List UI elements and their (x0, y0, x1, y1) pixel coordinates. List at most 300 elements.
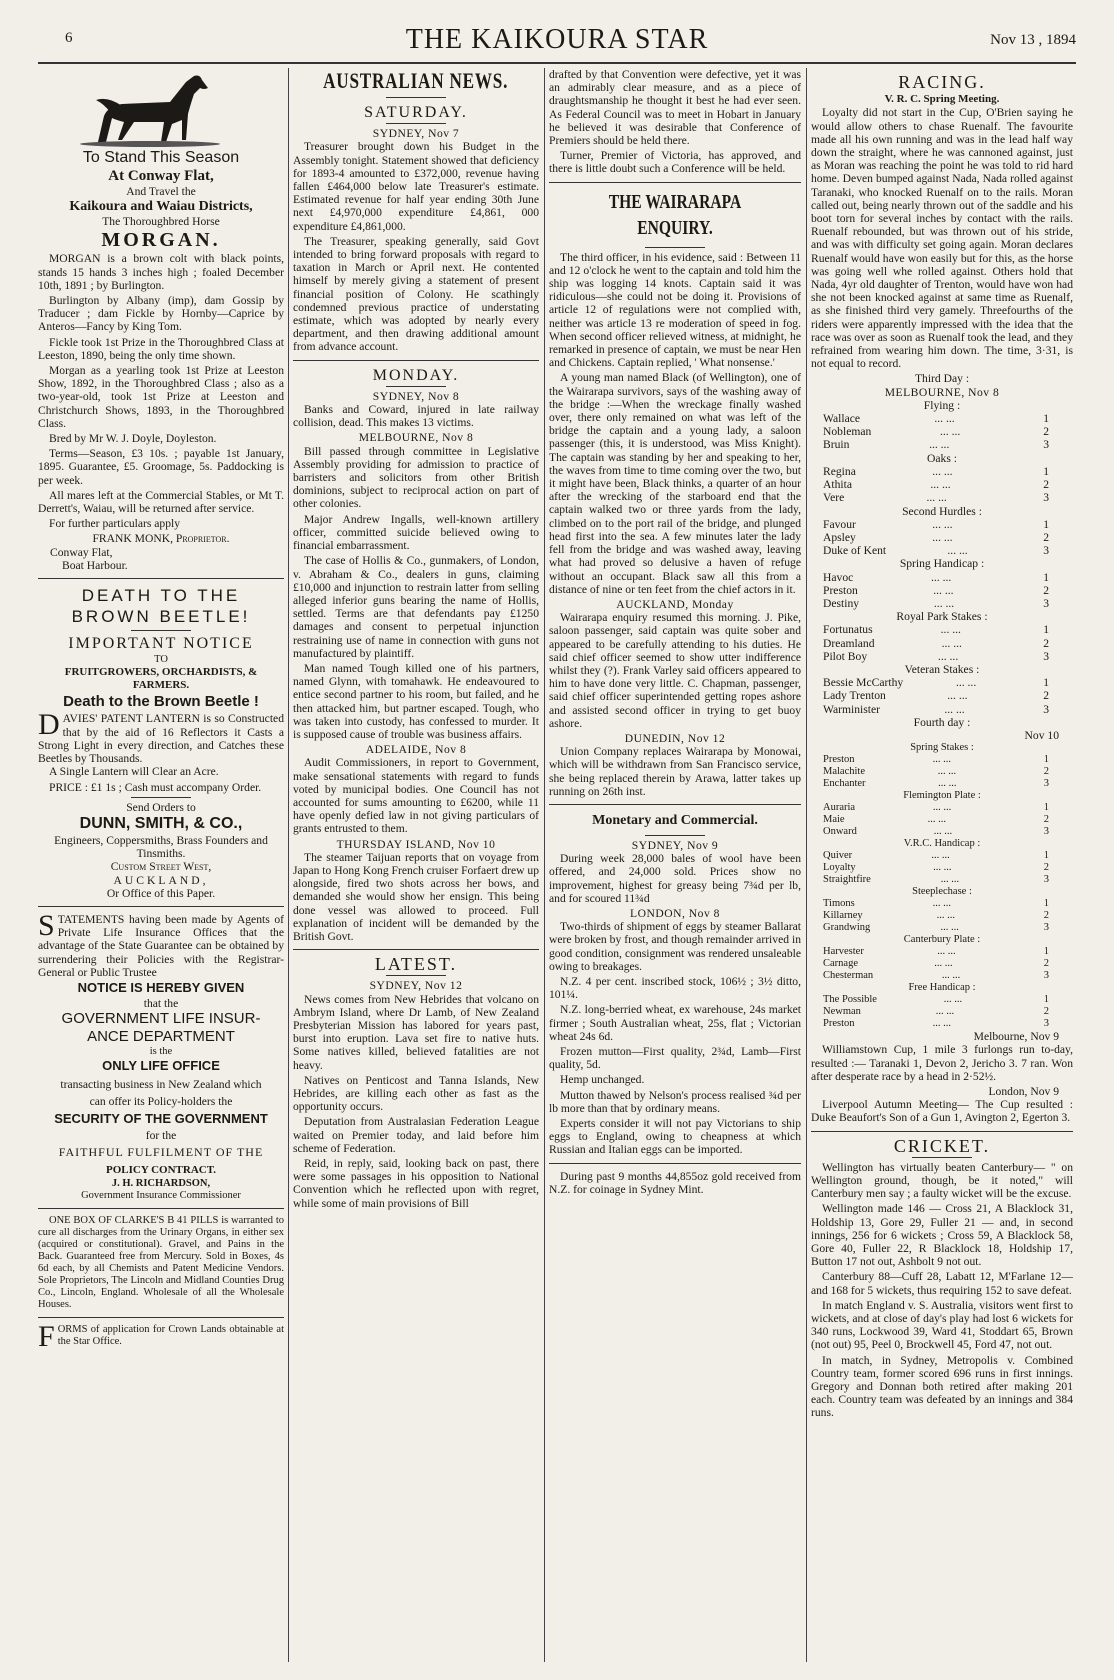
race-name: Flemington Plate : (903, 790, 981, 802)
issue-date: Nov 13 , 1894 (990, 32, 1076, 48)
leader-dots: ... ... (955, 676, 977, 690)
result-row (811, 1018, 1073, 1030)
news-paragraph: Wellington made 146 — Cross 21, A Blacklock 31, Holdship 13, Gore 29, Fuller 21 — and, in second innings, 256 for 6 wickets ; Cross 59, A Blacklock 58, Gore 40, Fuller 22, R Blacklock 18, Holdship 17, Button 17 not out, Ashbolt 9 not out. (811, 1202, 1073, 1269)
beetle-line: PRICE : £1 1s ; Cash must accompany Order. (49, 780, 262, 794)
news-paragraph: Frozen mutton—First quality, 2¾d, Lamb—First quality, 5d. (549, 1045, 801, 1072)
result-row (811, 766, 1073, 778)
horse-name: Carnage (823, 958, 858, 970)
leader-dots: ... ... (933, 596, 955, 610)
horse-name: Maie (823, 814, 845, 826)
place-number: 2 (1043, 910, 1049, 922)
column-rule (544, 68, 545, 1662)
drop-cap: F (38, 1319, 55, 1353)
leader-dots: ... ... (933, 583, 954, 597)
result-row (811, 518, 1073, 531)
horse-name: Fortunatus (823, 623, 873, 637)
result-row (811, 623, 1073, 636)
leader-dots: ... ... (932, 1018, 951, 1030)
news-paragraph: In match, in Sydney, Metropolis v. Combined Country team, former scored 696 runs in first innings. Gregory and Donnan both retired after making 201 each. Country team was defeated by an innings and 384 runs. (811, 1353, 1073, 1420)
news-paragraph: Wairarapa enquiry resumed this morning. J. Pike, saloon passenger, said captain was quite sober and appeared to be carefully attending to his duties. He said chief officer seemed to show utter indifference whilst they (?). Frank Varley said officers appeared to him to have done very little. C. Chapman, passenger, said chief officer superintended getting ropes ashore and assisted second officer in trying to get buoy ashore. (549, 611, 801, 730)
result-row (811, 958, 1073, 970)
news-paragraph: Union Company replaces Wairarapa by Monowai, which will be withdrawn from San Francisco service, she being replaced therein by Arawa, latter takes up running on 26th inst. (549, 745, 801, 798)
insurance-that: that the (143, 996, 179, 1010)
dateline: THURSDAY ISLAND, Nov 10 (336, 837, 496, 851)
morgan-heading-2: At Conway Flat, (108, 168, 214, 184)
divider (38, 1208, 284, 1209)
column-australian-news (293, 68, 539, 1662)
horse-name: Vere (823, 491, 845, 505)
column-rule (806, 68, 807, 1662)
leader-dots: ... ... (943, 994, 963, 1006)
clarke-advert: ONE BOX OF CLARKE'S B 41 PILLS is warranted to cure all discharges from the Urinary Organs, in either sex (acquired or constitutional). Gravel, and Pains in the Back. Guaranteed free from Mercury. Sold in Boxes, 4s 6d each, by all Chemists and Patent Medicine Vendors. Sole Proprietors, The Lincoln and Midland Counties Drug Co., Lincoln, England. Wholesale of all the Wholesale Houses. (38, 1214, 284, 1310)
news-paragraph: Major Andrew Ingalls, well-known artillery officer, committed suicide believed owing to financial embarrassment. (293, 512, 539, 553)
place-number: 1 (1043, 517, 1049, 531)
leader-dots: ... ... (932, 802, 952, 814)
race-name: Veteran Stakes : (904, 662, 980, 676)
divider (912, 1157, 972, 1158)
result-row (811, 802, 1073, 814)
leader-dots: ... ... (941, 970, 961, 982)
newspaper-title: THE KAIKOURA STAR (405, 24, 709, 55)
divider (549, 804, 801, 805)
place-number: 2 (1043, 958, 1049, 970)
leader-dots: ... ... (941, 636, 962, 650)
fourth-day-results (811, 742, 1073, 1030)
news-paragraph: drafted by that Convention were defective, yet it was an admirably clear measure, and as a piece of draughtsmanship he thought it best he had ever seen. As Federal Council was to meet in Hobart in January he believed it was desirable that Conference of Premiers should be held there. (549, 68, 801, 148)
news-paragraph: Wellington has virtually beaten Canterbury— " on Wellington ground, though, be it noted," will Canterbury men say ; a faulty wicket will be the excuse. (811, 1160, 1073, 1201)
news-paragraph: News comes from New Hebrides that volcano on Ambrym Island, where Dr Lamb, of New Zealand Presbyterian Mission has labored for years past, burst into eruption. Lava set fire to native huts. Some natives killed, believed fatalities are not heavy. (293, 992, 539, 1072)
dateline: SYDNEY, Nov 7 (372, 127, 460, 141)
place-number: 1 (1043, 802, 1049, 814)
news-paragraph: Natives on Penticost and Tanna Islands, New Hebrides, are killing each other as fast as the opportunity occurs. (293, 1073, 539, 1114)
insurance-only: ONLY LIFE OFFICE (102, 1058, 220, 1074)
horse-name: Onward (823, 826, 857, 838)
horse-name: Pilot Boy (823, 649, 868, 663)
race-name: Royal Park Stakes : (896, 610, 988, 624)
morgan-address-1: Conway Flat, (50, 545, 113, 559)
divider (386, 123, 446, 124)
place-number: 3 (1043, 438, 1049, 452)
dateline: SYDNEY, Nov 12 (369, 979, 463, 993)
horse-name: Destiny (823, 596, 860, 610)
divider (386, 386, 446, 387)
forms-advert: ORMS of application for Crown Lands obtainable at the Star Office. (57, 1323, 284, 1347)
place-number: 2 (1043, 478, 1049, 492)
leader-dots: ... ... (932, 517, 953, 531)
result-row (811, 637, 1073, 650)
place-number: 2 (1043, 689, 1049, 703)
result-row (811, 826, 1073, 838)
result-row (811, 814, 1073, 826)
race-name: Second Hurdles : (902, 504, 982, 518)
morgan-paragraph: Bred by Mr W. J. Doyle, Doyleston. (49, 432, 217, 446)
place-number: 3 (1043, 491, 1049, 505)
insurance-can-offer: can offer its Policy-holders the (89, 1095, 233, 1109)
horse-name: Grandwing (823, 922, 871, 934)
result-row (811, 922, 1073, 934)
news-paragraph: The steamer Taijuan reports that on voyage from Japan to Hong Kong French cruiser Forfaert drew up alongside, fired two shots across her bows, and demanded she would show her ensign. This being done vessel was allowed to proceed. Full explanation of incident will be demanded by the British Govt. (293, 850, 539, 943)
news-paragraph: During past 9 months 44,855oz gold received from N.Z. for coinage in Sydney Mint. (549, 1169, 801, 1196)
insurance-notice: NOTICE IS HEREBY GIVEN (77, 979, 245, 995)
place-number: 2 (1043, 766, 1049, 778)
result-row (811, 571, 1073, 584)
horse-name: Favour (823, 517, 856, 531)
place-number: 3 (1043, 874, 1049, 886)
result-row (811, 850, 1073, 862)
result-row (811, 910, 1073, 922)
place-number: 3 (1043, 1018, 1049, 1030)
news-paragraph: Reid, in reply, said, looking back on past, there were some passages in his opposition to National Convention which he reflected upon with regret, while some of main provisions of Bill (293, 1157, 539, 1210)
morgan-paragraph: MORGAN is a brown colt with black points, stands 15 hands 3 inches high ; foaled December 10th, 1891 ; by Burlington. (38, 252, 284, 292)
morgan-heading-3: And Travel the (126, 185, 196, 198)
horse-name: Regina (823, 464, 856, 478)
divider (645, 247, 705, 248)
place-number: 2 (1043, 1006, 1049, 1018)
divider (38, 578, 284, 579)
leader-dots: ... ... (934, 412, 955, 426)
divider (131, 630, 191, 631)
result-row (811, 778, 1073, 790)
leader-dots: ... ... (931, 850, 950, 862)
horse-name: Chesterman (823, 970, 874, 982)
fourth-day-date: Nov 10 (1024, 728, 1059, 742)
news-paragraph: Treasurer brought down his Budget in the Assembly tonight. Statement showed that deficiency for 1893-4 amounted to £372,000, revenue having fallen £464,000 below late Treasurer's estimate. Estimated revenue for half year ending 30th June next £4,970,000 expenditure £4,861, 000 expenditure £4,861,000. (293, 140, 539, 233)
column-advertisements (38, 68, 284, 1662)
leader-dots: ... ... (937, 766, 957, 778)
divider (811, 1131, 1073, 1132)
news-paragraph: N.Z. 4 per cent. inscribed stock, 106½ ; 3½ ditto, 101¼. (549, 974, 801, 1002)
horse-name: Bruin (823, 438, 850, 452)
result-row (811, 689, 1073, 702)
horse-name: Auraria (823, 802, 856, 814)
horse-name: Timons (823, 898, 855, 910)
horse-illustration (38, 68, 284, 148)
news-paragraph: Turner, Premier of Victoria, has approved, and there is little doubt such a Conference will be held. (549, 149, 801, 176)
horse-name: Straightfire (823, 874, 871, 886)
news-paragraph: N.Z. long-berried wheat, ex warehouse, 24s market firmer ; South Australian wheat, 25s, flat ; Victorian wheat 24s 6d. (549, 1003, 801, 1043)
news-paragraph: Banks and Coward, injured in late railway collision, dead. This makes 13 victims. (293, 403, 539, 430)
wairarapa-heading: THE WAIRARAPA ENQUIRY. (608, 190, 742, 239)
result-row (811, 412, 1073, 425)
news-paragraph: Liverpool Autumn Meeting— The Cup resulted : Duke Beaufort's Son of a Gun 1, Avington 2, Egerton 3. (811, 1098, 1073, 1125)
result-row (811, 425, 1073, 438)
leader-dots: ... ... (932, 464, 953, 478)
divider (386, 975, 446, 976)
monday-heading: MONDAY. (372, 366, 460, 384)
insurance-policy: POLICY CONTRACT. (105, 1163, 216, 1176)
leader-dots: ... ... (940, 425, 961, 439)
drop-cap: D (38, 708, 60, 742)
horse-name: Killarney (823, 910, 863, 922)
dateline: DUNEDIN, Nov 12 (624, 731, 726, 745)
result-row (811, 676, 1073, 689)
dateline: Melbourne, Nov 9 (973, 1030, 1059, 1044)
page-number: 6 (65, 30, 73, 46)
leader-dots: ... ... (933, 862, 952, 874)
horse-name: Enchanter (823, 778, 866, 790)
divider (131, 797, 191, 798)
result-row (811, 465, 1073, 478)
result-row (811, 874, 1073, 886)
news-paragraph: Mutton thawed by Nelson's process realised ¾d per lb more than that by ordinary means. (549, 1088, 801, 1115)
morgan-paragraph: For further particulars apply (49, 517, 181, 531)
place-number: 3 (1043, 702, 1049, 716)
beetle-body: AVIES' PATENT LANTERN is so Constructed that by the aid of 16 Reflectors it Casts a Strong Light in every direction, and Catches these Beetles by Thousands. (38, 712, 284, 766)
morgan-heading-4: Kaikoura and Waiau Districts, (69, 199, 253, 215)
morgan-name: MORGAN. (101, 229, 221, 252)
news-paragraph: The case of Hollis & Co., gunmakers, of London, v. Abraham & Co., dealers in guns, claiming £10,000 and injunction to restrain latter from selling alleged inferior guns bearing the name of Hollis, settled. Terms are that defendants pay £1250 damages and consent to perpetual injunction restraining use of name in connection with guns not manufactured by plaintiff. (293, 554, 539, 660)
leader-dots: ... ... (935, 1006, 955, 1018)
result-row (811, 438, 1073, 451)
leader-dots: ... ... (934, 958, 953, 970)
leader-dots: ... ... (940, 623, 961, 637)
column-rule (288, 68, 289, 1662)
horse-name: Nobleman (823, 425, 872, 439)
horse-name: Preston (823, 583, 858, 597)
racing-heading: RACING. (898, 72, 986, 92)
column-racing-cricket (811, 68, 1073, 1662)
result-row (811, 703, 1073, 716)
news-paragraph: During week 28,000 bales of wool have been offered, and 24,000 sold. Prices show no improvement, highest for greasy being 7¾d per lb, and for scoured 11¾d (549, 852, 801, 905)
news-paragraph: Bill passed through committee in Legislative Assembly providing for admission to practice of barristers and solicitors from other British dominions, subject to reciprocal action on part of other colonies. (293, 444, 539, 511)
place-number: 1 (1043, 464, 1049, 478)
divider (645, 835, 705, 836)
beetle-office: Or Office of this Paper. (106, 886, 216, 900)
place-number: 1 (1043, 754, 1049, 766)
dateline: London, Nov 9 (988, 1084, 1059, 1098)
race-name: V.R.C. Handicap : (903, 838, 981, 850)
insurance-body: TATEMENTS having been made by Agents of Private Life Insurance Offices that the advantage of the State Guarantee can be obtained by surrendering their Policies with the Registrar-General or Public Trustee (38, 912, 284, 979)
insurance-for-the: for the (145, 1128, 177, 1142)
news-paragraph: Deputation from Australasian Federation League waited on Premier today, and laid before him scheme of Federation. (293, 1115, 539, 1155)
place-number: 3 (1043, 826, 1049, 838)
place-number: 2 (1043, 425, 1049, 439)
news-paragraph: Audit Commissioners, in report to Government, make sensational statements with regard to funds voted by municipal bodies. One Council has not accounted for sums amounting to £6200, while 11 have openly defied law in not giving particulars of grants entrusted to them. (293, 756, 539, 836)
drop-cap: S (38, 908, 55, 942)
place-number: 2 (1043, 862, 1049, 874)
racing-meeting: V. R. C. Spring Meeting. (884, 93, 1000, 106)
morgan-paragraph: Morgan as a yearling took 1st Prize at Leeston Show, 1892, in the Thoroughbred Class ; also as a two-year-old, took 1st Prize at Leeston and Christchurch Shows, 1893, in the Thoroughbred Class. (38, 364, 284, 430)
beetle-audience: FRUITGROWERS, ORCHARDISTS, & FARMERS. (64, 666, 258, 692)
result-row (811, 1006, 1073, 1018)
news-paragraph: In match England v. S. Australia, visitors went first to wickets, and at close of day's play had lost 6 wickets for 340 runs, Lockwood 39, Ward 41, Stoddart 65, Brown (not out) 95, Peel 0, Brockwell 45, Ford 47, not out. (811, 1298, 1073, 1352)
race-name: Spring Handicap : (899, 557, 985, 571)
masthead (0, 0, 1114, 62)
leader-dots: ... ... (926, 491, 947, 505)
leader-dots: ... ... (930, 570, 952, 584)
result-row (811, 650, 1073, 663)
beetle-notice: IMPORTANT NOTICE (68, 635, 254, 653)
result-row (811, 478, 1073, 491)
place-number: 3 (1043, 544, 1049, 558)
horse-name: Bessie McCarthy (823, 676, 904, 690)
leader-dots: ... ... (940, 922, 959, 934)
place-number: 1 (1043, 623, 1049, 637)
news-paragraph: Loyalty did not start in the Cup, O'Brien saying he would allow others to chase Ruenalf. The favourite made all his own running and was in the lead half way down the straight, where he was cannoned against, just as Moran was reaching the point he was told to rid hard home. Deven bumped against Nada, Nada rolled against Taranaki, who knocked Ruenalf on to the rails. Moran called out, being nearly thrown out of the saddle and his boot torn for several inches by contact with the rails. Ruenalf rebounded, but was thrown out of his stride, and was with difficulty set going again. Moran declares Ruenalf would have won easily but for this, as the horse was going well whe rolled against. Others hold that Nada, 4yr old daughter of Trenton, would have won had she not been knocked against at same time as Ruenalf, as she finished third very gamely. Threefourths of the riders were apparently impressed with the idea that the race was over as soon as Ruenalf took the lead, and they refrained from wearing him down. The time, 3·31, is not equal to record. (811, 106, 1073, 371)
beetle-line: A Single Lantern will Clear an Acre. (49, 765, 219, 779)
leader-dots: ... ... (944, 702, 965, 716)
place-number: 3 (1043, 596, 1049, 610)
morgan-heading-1: To Stand This Season (82, 149, 240, 166)
leader-dots: ... ... (937, 946, 956, 958)
masthead-rule (38, 62, 1076, 64)
result-row (811, 994, 1073, 1006)
divider (549, 1163, 801, 1164)
horse-name: Havoc (823, 570, 854, 584)
race-name: Spring Stakes : (910, 742, 974, 754)
dateline: SYDNEY, Nov 9 (631, 838, 719, 852)
horse-name: Preston (823, 754, 855, 766)
place-number: 1 (1043, 412, 1049, 426)
horse-name: Duke of Kent (823, 544, 887, 558)
news-paragraph: Man named Tough killed one of his partners, named Glynn, with tomahawk. He endeavoured to entice second partner to his room, but failed, and he then attacked him, but partner escaped. Tough, who was taken into custody, has confessed to murder. It is supposed cause of trouble was business affairs. (293, 661, 539, 741)
beetle-city: AUCKLAND, (113, 873, 209, 887)
leader-dots: ... ... (932, 530, 953, 544)
horse-name: Preston (823, 1018, 855, 1030)
horse-name: Athita (823, 478, 852, 492)
commissioner-name: J. H. RICHARDSON, (111, 1177, 211, 1189)
dateline: AUCKLAND, Monday (616, 597, 734, 611)
horse-name: Warminister (823, 702, 881, 716)
result-row (811, 946, 1073, 958)
morgan-paragraph: All mares left at the Commercial Stables, or Mt T. Derrett's, Waiau, will be returned after service. (38, 488, 284, 516)
leader-dots: ... ... (947, 689, 968, 703)
race-name: Steeplechase : (912, 886, 972, 898)
beetle-title: DEATH TO THE BROWN BEETLE! (71, 586, 251, 627)
column-wairarapa-commercial (549, 68, 801, 1662)
place-number: 3 (1043, 649, 1049, 663)
morgan-paragraph: Burlington by Albany (imp), dam Gossip by Traducer ; dam Fickle by Hornby—Caprice by Anteros—Fancy by King Tom. (38, 294, 284, 334)
commissioner-title: Government Insurance Commissioner (81, 1189, 241, 1201)
news-paragraph: Two-thirds of shipment of eggs by steamer Ballarat were broken by frost, and though remainder arrived in good condition, consignment was rendered unsaleable owing to breakages. (549, 920, 801, 973)
place-number: 2 (1043, 530, 1049, 544)
leader-dots: ... ... (930, 478, 951, 492)
place-number: 1 (1043, 676, 1049, 690)
leader-dots: ... ... (940, 874, 960, 886)
news-paragraph: Hemp unchanged. (560, 1073, 645, 1087)
divider (386, 97, 446, 98)
result-row (811, 584, 1073, 597)
leader-dots: ... ... (938, 778, 957, 790)
beetle-to: TO (154, 654, 168, 666)
beetle-firm-desc: Engineers, Coppersmiths, Brass Founders and Tinsmiths. (54, 833, 268, 861)
place-number: 1 (1043, 898, 1049, 910)
dateline: SYDNEY, Nov 8 (372, 389, 460, 403)
result-row (811, 970, 1073, 982)
place-number: 3 (1043, 778, 1049, 790)
morgan-paragraph: Fickle took 1st Prize in the Thoroughbred Class at Leeston, 1890, being the only time shown. (38, 335, 284, 362)
leader-dots: ... ... (932, 898, 952, 910)
morgan-proprietor: FRANK MONK, Proprietor. (92, 532, 230, 546)
beetle-subtitle: Death to the Brown Beetle ! (63, 693, 259, 711)
insurance-transacting: transacting business in New Zealand which (60, 1078, 262, 1092)
place-number: 3 (1043, 970, 1049, 982)
race-name: Oaks : (927, 451, 957, 465)
beetle-street: Custom Street West, (110, 860, 212, 874)
horse-name: Dreamland (823, 636, 875, 650)
race-name: Free Handicap : (908, 982, 976, 994)
horse-name: Malachite (823, 766, 865, 778)
leader-dots: ... ... (927, 814, 946, 826)
divider (38, 1317, 284, 1318)
horse-name: Apsley (823, 530, 856, 544)
race-name: Canterbury Plate : (903, 934, 981, 946)
leader-dots: ... ... (947, 544, 968, 558)
place-number: 3 (1043, 922, 1049, 934)
dateline: MELBOURNE, Nov 8 (358, 431, 474, 445)
dateline: ADELAIDE, Nov 8 (365, 743, 467, 757)
horse-name: Wallace (823, 412, 861, 426)
horse-name: Newman (823, 1006, 861, 1018)
place-number: 2 (1043, 583, 1049, 597)
third-day-label: Third Day : (914, 372, 970, 386)
dateline: MELBOURNE, Nov 8 (884, 385, 1000, 399)
monetary-heading: Monetary and Commercial. (592, 812, 758, 828)
cricket-heading: CRICKET. (893, 1135, 991, 1156)
fourth-day-label: Fourth day : (913, 715, 971, 729)
leader-dots: ... ... (929, 438, 950, 452)
race-name: Flying : (923, 398, 961, 412)
result-row (811, 491, 1073, 504)
place-number: 1 (1043, 570, 1049, 584)
horse-name: Lady Trenton (823, 689, 886, 703)
news-paragraph: Canterbury 88—Cuff 28, Labatt 12, M'Farlane 12—and 168 for 5 wickets, thus requiring 152 to save defeat. (811, 1270, 1073, 1297)
saturday-heading: SATURDAY. (364, 104, 468, 121)
insurance-security: SECURITY OF THE GOVERNMENT (54, 1110, 268, 1126)
horse-name: Harvester (823, 946, 864, 958)
latest-heading: LATEST. (374, 954, 458, 975)
insurance-faithful: FAITHFUL FULFILMENT OF THE (58, 1144, 264, 1159)
divider (293, 360, 539, 361)
beetle-send: Send Orders to (126, 800, 196, 814)
leader-dots: ... ... (937, 649, 959, 663)
divider (549, 182, 801, 183)
news-paragraph: The third officer, in his evidence, said : Between 11 and 12 o'clock he went to the captain and told him the ship was logging 14 knots. Captain said it was ridiculous—she could not be doing it. Provisions of article 12 of regulations were not complied with, neither was article 13 re moderation of speed in fog. When second officer relieved witness, at midnight, he remarked in presence of captain, we must be near Hen and Chickens. Captain replied, ' What nonsense.' (549, 250, 801, 370)
news-paragraph: The Treasurer, speaking generally, said Govt intended to bring forward proposals with regard to taxation in March or April next. He contented himself by merely giving a statement of present financial position of Colony. He scathingly condemned previous practice of understating estimate, which was adopted by nearly every department, and then drawing additional amount from advance account. (293, 234, 539, 354)
insurance-dept-2: ANCE DEPARTMENT (87, 1028, 235, 1046)
result-row (811, 898, 1073, 910)
australian-news-heading: AUSTRALIAN NEWS. (323, 68, 509, 93)
result-row (811, 754, 1073, 766)
third-day-results (811, 399, 1073, 716)
leader-dots: ... ... (932, 754, 951, 766)
result-row (811, 597, 1073, 610)
place-number: 2 (1043, 636, 1049, 650)
morgan-heading-5: The Thoroughbred Horse (102, 215, 220, 229)
result-row (811, 862, 1073, 874)
news-paragraph: Experts consider it will not pay Victorians to ship eggs to England, owing to cheapness at which Russian and Italian eggs can be imported. (549, 1117, 801, 1157)
morgan-paragraph: Terms—Season, £3 10s. ; payable 1st January, 1895. Guarantee, £5. Groomage, 5s. Paddocking is per week. (38, 447, 284, 487)
divider (38, 906, 284, 907)
beetle-firm: DUNN, SMITH, & CO., (79, 814, 243, 832)
insurance-dept-1: GOVERNMENT LIFE INSUR- (61, 1010, 261, 1028)
leader-dots: ... ... (936, 910, 956, 922)
place-number: 1 (1043, 946, 1049, 958)
place-number: 1 (1043, 994, 1049, 1006)
news-paragraph: Williamstown Cup, 1 mile 3 furlongs run to-day, resulted :— Taranaki 1, Devon 2, Jericho 3. 7 ran. Won after desperate race by a head in 2·52½. (811, 1043, 1073, 1083)
divider (293, 949, 539, 950)
morgan-address-2: Boat Harbour. (62, 558, 128, 572)
place-number: 2 (1043, 814, 1049, 826)
horse-name: Loyalty (823, 862, 856, 874)
insurance-is-the: is the (149, 1046, 173, 1058)
place-number: 1 (1043, 850, 1049, 862)
news-paragraph: A young man named Black (of Wellington), one of the Wairarapa survivors, says of the washing away of the bridge :—When the wreckage finally washed over, there only remained on what was left of the bridge the captain and a young lady, a saloon passenger (this, it is understood, was Miss Knight). The captain was standing by her and speaking to her, the waves from time to time coming over the two, but it might have been, Black thinks, a quarter of an hour after the wrecking of the starboard end that the captain walked two or three yards from the lady, climbed on to the port rail of the bridge, and plunged head first into the sea. A few minutes later the lady fell from the bridge and was washed away, leaving what had proved so delusive a haven of refuge without an occupant. Black saw all this from a distance of nine or ten feet from the chief actors in it. (549, 371, 801, 596)
horse-name: The Possible (823, 994, 877, 1006)
result-row (811, 544, 1073, 557)
leader-dots: ... ... (933, 826, 953, 838)
dateline: LONDON, Nov 8 (630, 906, 720, 920)
